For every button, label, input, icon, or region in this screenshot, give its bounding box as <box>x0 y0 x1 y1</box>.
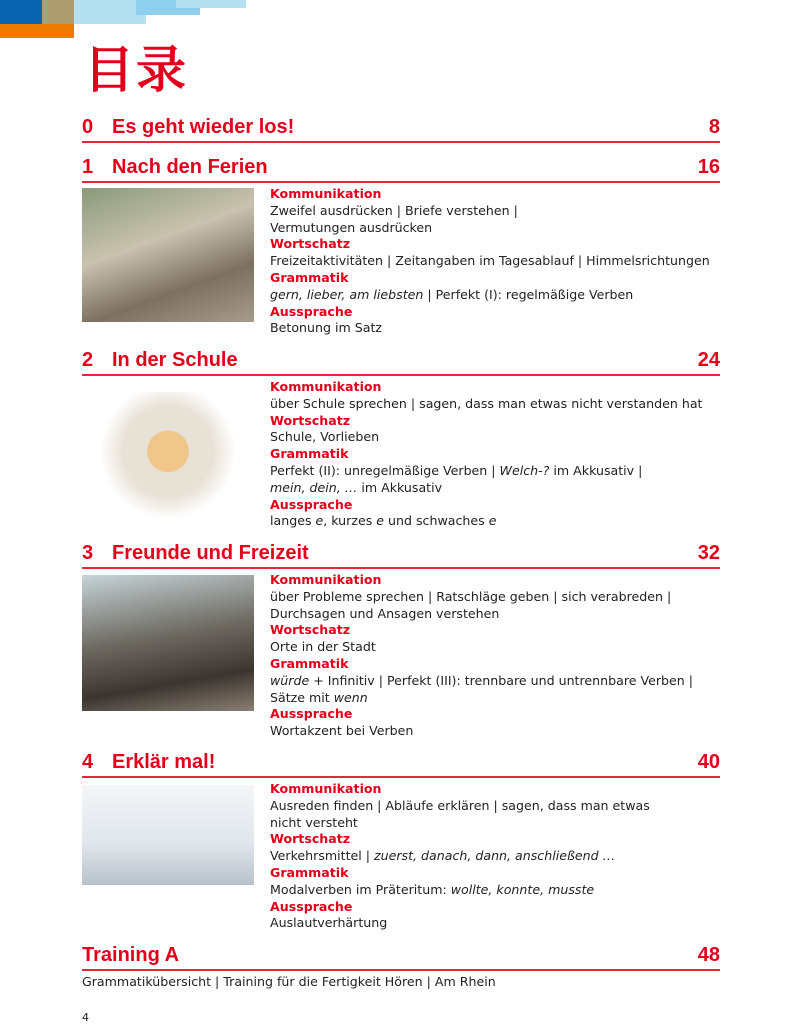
chapter-page: 24 <box>697 349 720 371</box>
chapter-page: 8 <box>708 116 720 138</box>
section-line <box>270 513 730 530</box>
chapter-number: 4 <box>82 751 94 773</box>
chapter-title: Es geht wieder los! <box>112 116 295 138</box>
cartoon-students-table <box>82 392 254 524</box>
text-segment: Welch-? <box>499 462 550 478</box>
chapter-header-1[interactable] <box>82 153 720 183</box>
section-heading: Grammatik <box>270 864 349 880</box>
section-heading: Wortschatz <box>270 236 351 252</box>
section-heading: Aussprache <box>270 496 353 512</box>
chapter-page: 40 <box>697 751 720 773</box>
section-line <box>270 480 730 497</box>
page-number: 4 <box>82 1011 89 1024</box>
chapter-header-training[interactable] <box>82 941 720 971</box>
section-heading: Grammatik <box>270 655 349 671</box>
chapter-page: 16 <box>697 156 720 178</box>
text-segment: Durchsagen und Ansagen verstehen <box>270 605 500 621</box>
text-segment: Schule, Vorlieben <box>270 429 380 445</box>
decor-block-tan <box>42 0 74 24</box>
page-title: 目录 <box>84 41 188 99</box>
section-line <box>270 673 730 690</box>
text-segment: und schwaches <box>384 513 489 529</box>
text-segment: im Akkusativ | <box>549 462 643 478</box>
section-line <box>270 882 730 899</box>
training-summary: Grammatikübersicht | Training für die Fertigkeit Hören | Am Rhein <box>82 974 496 989</box>
text-segment: e <box>315 513 324 529</box>
chapter-number: 3 <box>82 542 94 564</box>
section-line <box>270 396 730 413</box>
cartoon-train-station <box>82 785 254 885</box>
section-heading: Aussprache <box>270 898 353 914</box>
chapter-content <box>270 572 730 740</box>
text-segment: Verkehrsmittel | <box>270 848 375 864</box>
section-heading: Wortschatz <box>270 622 351 638</box>
section-heading: Aussprache <box>270 706 353 722</box>
section-heading: Kommunikation <box>270 572 382 587</box>
section-heading: Kommunikation <box>270 186 382 201</box>
text-segment: Betonung im Satz <box>270 320 383 336</box>
text-segment: zuerst, danach, dann, anschließend … <box>374 848 616 864</box>
section-line <box>270 463 730 480</box>
section-line <box>270 915 730 932</box>
chapter-content <box>270 186 730 337</box>
section-line <box>270 253 730 270</box>
text-segment: Zweifel ausdrücken | Briefe verstehen | <box>270 202 518 218</box>
section-line <box>270 320 730 337</box>
text-segment: Auslautverhärtung <box>270 915 388 931</box>
decor-block-orange <box>0 24 74 38</box>
chapter-content <box>270 781 730 932</box>
text-segment: | Perfekt (I): regelmäßige Verben <box>423 286 634 302</box>
chapter-content <box>270 379 730 530</box>
chapter-title: In der Schule <box>112 349 238 371</box>
text-segment: langes <box>270 513 316 529</box>
section-heading: Grammatik <box>270 446 349 462</box>
text-segment: Freizeitaktivitäten | Zeitangaben im Tagesablauf | Himmelsrichtungen <box>270 253 710 269</box>
chapter-title: Freunde und Freizeit <box>112 542 309 564</box>
text-segment: gern, lieber, am liebsten <box>270 286 424 302</box>
photo-cafe-friends <box>82 575 254 711</box>
text-segment: + Infinitiv | Perfekt (III): trennbare und untrennbare Verben | <box>309 672 693 688</box>
section-heading: Wortschatz <box>270 412 351 428</box>
text-segment: e <box>376 513 385 529</box>
text-segment: Wortakzent bei Verben <box>270 723 414 739</box>
text-segment: Ausreden finden | Abläufe erklären | sagen, dass man etwas <box>270 797 650 813</box>
section-line <box>270 815 730 832</box>
section-heading: Wortschatz <box>270 831 351 847</box>
section-heading: Kommunikation <box>270 781 382 796</box>
section-line <box>270 690 730 707</box>
text-segment: Modalverben im Präteritum: <box>270 881 451 897</box>
section-line <box>270 723 730 740</box>
section-line <box>270 287 730 304</box>
section-heading: Grammatik <box>270 269 349 285</box>
section-line <box>270 639 730 656</box>
text-segment: würde <box>270 672 310 688</box>
section-line <box>270 606 730 623</box>
chapter-header-2[interactable] <box>82 346 720 376</box>
section-line <box>270 848 730 865</box>
text-segment: nicht versteht <box>270 814 358 830</box>
text-segment: , kurzes <box>323 513 377 529</box>
chapter-header-4[interactable] <box>82 748 720 778</box>
section-line <box>270 203 730 220</box>
photo-teens-outdoors <box>82 188 254 322</box>
chapter-title: Erklär mal! <box>112 751 216 773</box>
chapter-title: Training A <box>82 944 180 966</box>
decor-block-blue <box>0 0 42 24</box>
text-segment: im Akkusativ <box>357 479 443 495</box>
text-segment: Orte in der Stadt <box>270 639 376 655</box>
text-segment: wollte, konnte, musste <box>450 881 595 897</box>
section-heading: Kommunikation <box>270 379 382 394</box>
chapter-title: Nach den Ferien <box>112 156 268 178</box>
chapter-number: 1 <box>82 156 94 178</box>
text-segment: Sätze mit <box>270 689 334 705</box>
chapter-page: 32 <box>697 542 720 564</box>
text-segment: e <box>488 513 497 529</box>
text-segment: Vermutungen ausdrücken <box>270 219 433 235</box>
section-line <box>270 429 730 446</box>
chapter-number: 2 <box>82 349 94 371</box>
decor-block-pale <box>176 0 246 8</box>
section-line <box>270 798 730 815</box>
section-line <box>270 589 730 606</box>
chapter-number: 0 <box>82 116 94 138</box>
text-segment: wenn <box>333 689 368 705</box>
chapter-header-3[interactable] <box>82 539 720 569</box>
text-segment: mein, dein, … <box>270 479 358 495</box>
chapter-header-0[interactable] <box>82 113 720 143</box>
chapter-page: 48 <box>697 944 720 966</box>
section-line <box>270 220 730 237</box>
text-segment: über Schule sprechen | sagen, dass man etwas nicht verstanden hat <box>270 395 703 411</box>
text-segment: Perfekt (II): unregelmäßige Verben | <box>270 462 500 478</box>
section-heading: Aussprache <box>270 303 353 319</box>
text-segment: über Probleme sprechen | Ratschläge geben | sich verabreden | <box>270 588 672 604</box>
